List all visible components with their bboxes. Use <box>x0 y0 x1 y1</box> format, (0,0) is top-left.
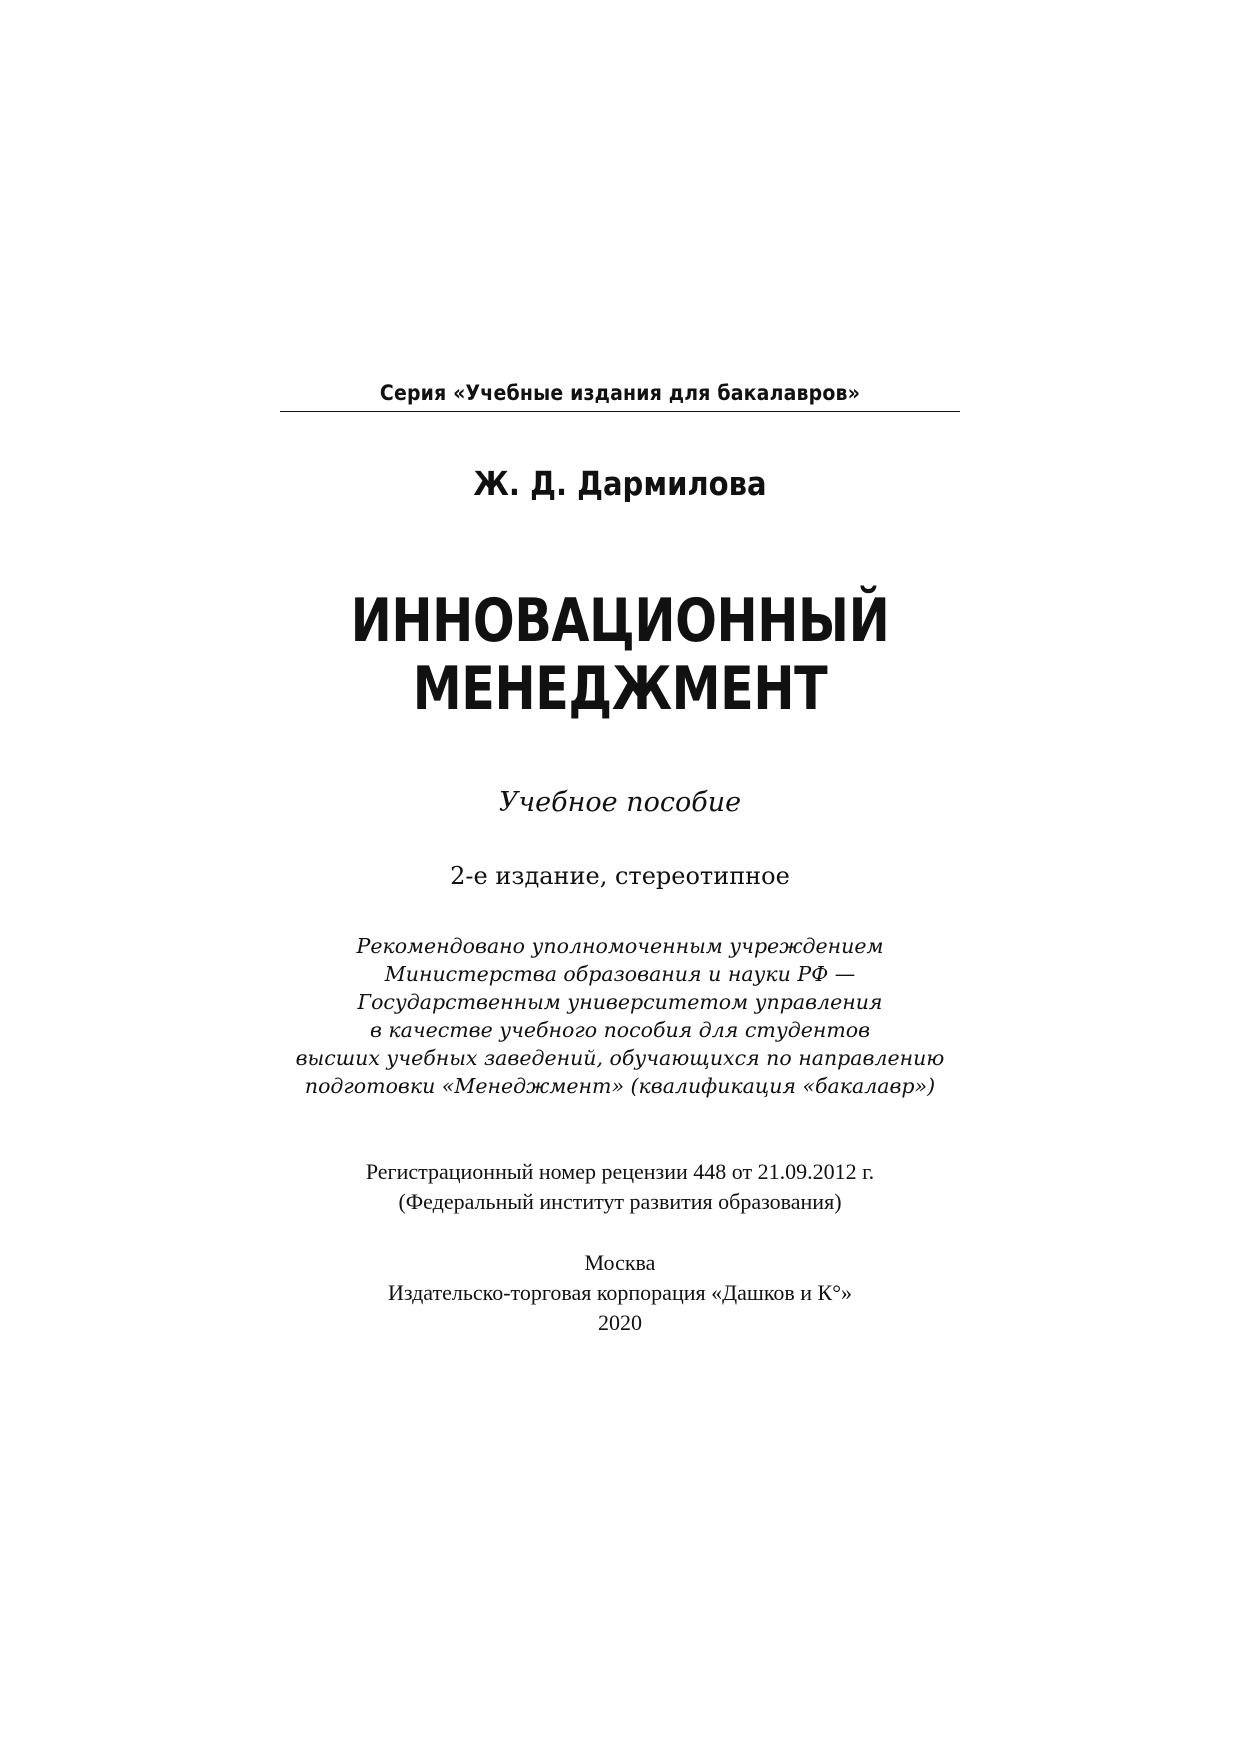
author-name: Ж. Д. Дармилова <box>473 464 767 503</box>
publisher-name: Издательско-торговая корпорация «Дашков и К°» <box>387 1280 853 1305</box>
registration-number: Регистрационный номер рецензии 448 от 21.09.2012 г. <box>365 1159 875 1184</box>
recommendation-block <box>240 932 1000 1100</box>
registration-block <box>240 1157 1000 1217</box>
series-divider <box>280 411 960 412</box>
recommendation-line: подготовки «Менеджмент» (квалификация «бакалавр») <box>304 1074 936 1098</box>
recommendation-line: Рекомендовано уполномоченным учреждением <box>356 934 884 958</box>
series-label: Серия «Учебные издания для бакалавров» <box>379 381 861 405</box>
book-title-line-2: МЕНЕДЖМЕНТ <box>412 654 828 724</box>
edition-note: 2-е издание, стереотипное <box>450 862 790 890</box>
recommendation-line: в качестве учебного пособия для студентов <box>369 1018 871 1042</box>
publisher-city: Москва <box>584 1250 656 1275</box>
registration-institute: (Федеральный институт развития образования) <box>398 1189 842 1214</box>
book-subtitle: Учебное пособие <box>498 787 742 818</box>
recommendation-line: высших учебных заведений, обучающихся по направлению <box>295 1046 945 1070</box>
book-title-line-1: ИННОВАЦИОННЫЙ <box>350 586 890 656</box>
publication-year: 2020 <box>598 1310 642 1335</box>
recommendation-line: Государственным университетом управления <box>357 990 883 1014</box>
publisher-block <box>240 1248 1000 1338</box>
recommendation-line: Министерства образования и науки РФ — <box>384 962 856 986</box>
